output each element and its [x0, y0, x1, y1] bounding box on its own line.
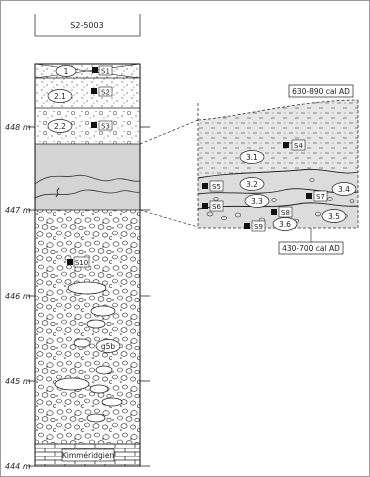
layer-label-2-1: 2.1	[54, 92, 66, 101]
sample-marker	[92, 67, 98, 73]
sample-label-s6: S6	[212, 203, 221, 211]
sample-label-s9: S9	[254, 223, 263, 231]
zoom-connector-top	[140, 120, 198, 144]
elevation-label-445: 445 m	[5, 377, 31, 386]
sample-label-s2: S2	[101, 88, 110, 97]
boulder	[91, 306, 115, 316]
boulder	[74, 339, 90, 347]
detail-label-3-6: 3.6	[279, 220, 291, 229]
sample-marker	[202, 203, 208, 209]
sample-marker	[283, 142, 289, 148]
elevation-label-444: 444 m	[5, 462, 31, 471]
zoom-connector-bottom	[140, 210, 198, 227]
sample-label-s7: S7	[316, 193, 325, 201]
elevation-label-446: 446 m	[5, 292, 31, 301]
elevation-label-447: 447 m	[5, 206, 31, 215]
layer-label-2-2: 2.2	[54, 122, 66, 131]
boulder	[102, 398, 122, 406]
sample-marker	[271, 209, 277, 215]
boulder	[68, 282, 106, 294]
boulder	[87, 320, 105, 328]
layer-label-kimmeridgien: Kimméridgien	[61, 451, 115, 460]
sample-marker	[67, 259, 73, 265]
boulder	[55, 378, 89, 390]
sample-label-s4: S4	[294, 142, 303, 150]
sample-label-s1: S1	[101, 67, 110, 76]
detail-label-3-5: 3.5	[328, 212, 340, 221]
sample-label-s8: S8	[281, 209, 290, 217]
layer-label-g5b: g5b	[100, 342, 116, 351]
date-label-bottom: 430-700 cal AD	[282, 244, 340, 253]
sample-marker	[91, 122, 97, 128]
sample-label-s5: S5	[212, 183, 221, 191]
layer-label-1: 1	[63, 67, 69, 76]
date-label-top: 630-890 cal AD	[292, 87, 350, 96]
layer-g5b-fill	[35, 210, 140, 444]
sample-label-s3: S3	[101, 122, 110, 131]
detail-label-3-1: 3.1	[246, 153, 258, 162]
sample-label-s10: S10	[74, 259, 89, 267]
detail-label-3-2: 3.2	[246, 180, 258, 189]
sample-marker	[91, 88, 97, 94]
detail-label-3-3: 3.3	[251, 197, 263, 206]
boulder	[96, 366, 112, 374]
sample-marker	[306, 193, 312, 199]
section-title: S2-5003	[70, 21, 104, 30]
sample-marker	[202, 183, 208, 189]
boulder	[90, 385, 108, 393]
elevation-label-448: 448 m	[5, 123, 31, 132]
detail-label-3-4: 3.4	[338, 185, 350, 194]
boulder	[87, 414, 105, 422]
sample-marker	[244, 223, 250, 229]
